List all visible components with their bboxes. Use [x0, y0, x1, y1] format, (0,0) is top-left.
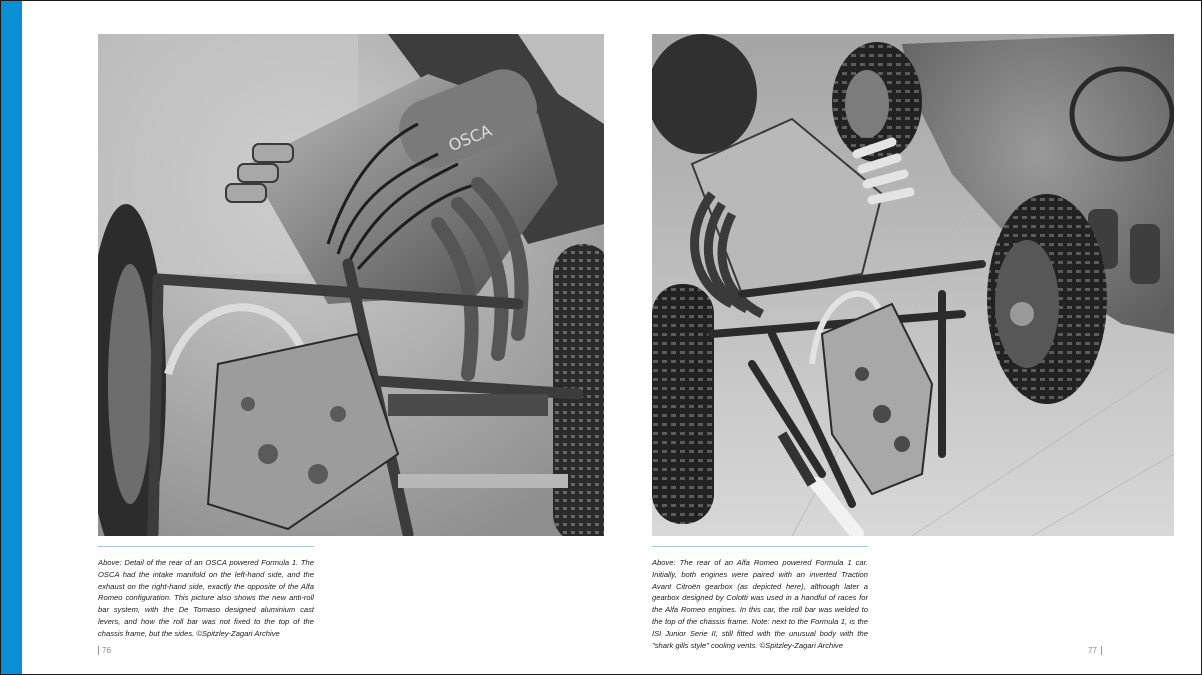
caption-rule-right [652, 546, 868, 547]
right-photo [652, 34, 1174, 536]
page-number-right: 77 [1088, 646, 1102, 655]
right-caption: Above: The rear of an Alfa Romeo powered Formula 1 car. Initially, both engines were paired with an inverted Traction Avant Citroën gearbox (as depicted here), although later a gearbox designed by Colotti was used in a handful of races for the Alfa Romeo engines. In this car, the roll bar was welded to the top of the chassis frame. Note: next to the Formula 1, is the ISI Junior Serie II, still fitted with the unusual body with the "shark gills style" cooling vents. ©Spitzley-Zagari Archive [652, 558, 868, 650]
engine-photo-icon [98, 34, 604, 536]
accent-bar [1, 1, 22, 674]
osca-badge: OSCA [445, 120, 495, 156]
left-caption: Above: Detail of the rear of an OSCA powered Formula 1. The OSCA had the intake manifold on the left-hand side, and the exhaust on the right-hand side, exactly the opposite of the Alfa Romeo configuration. This picture also shows the new anti-roll bar system, with the De Tomaso designed aluminium cast levers, and how the roll bar was not fixed to the top of the chassis frame, but the sides. ©Spitzley-Zagari Archive [98, 558, 314, 638]
engine-photo-icon [652, 34, 1174, 536]
left-photo [98, 34, 604, 536]
caption-rule-left [98, 546, 314, 547]
page-number-left: 76 [98, 646, 111, 655]
